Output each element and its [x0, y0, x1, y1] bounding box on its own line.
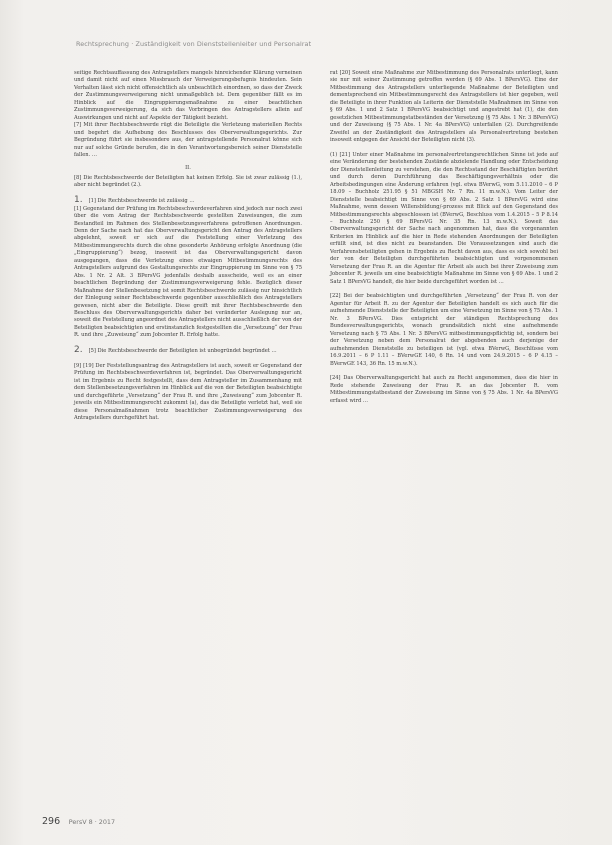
item-number: 1.: [74, 195, 83, 206]
spacer: [74, 356, 302, 363]
spacer: [74, 340, 302, 347]
section-heading: II.: [185, 165, 191, 172]
page-footer: [42, 816, 115, 827]
paragraph-22: [22] Bei der beabsichtigten und durchgeführten „Versetzung“ der Frau R. von der Agentur für Arbeit R. zu der Agentur der Beteiligten handelt es sich auch für die aufnehmende Dienststelle der Beteiligten um eine Versetzung im Sinne von § 75 Abs. 1 Nr. 3 BPersVG. Dies entspricht der ständigen Rechtsprechung des Bundesverwaltungsgerichts, wonach grundsätzlich nicht eine aufnehmende Versetzung nach § 75 Abs. 1 Nr. 3 BPersVG mitbestimmungspflichtig ist, sondern bei der Versetzung neben dem Personalrat der abgebenden auch derjenige der aufnehmenden Dienststelle zu beteiligen ist (vgl. etwa BVerwG, Beschlüsse vom 16.9.2011 – 6 P 1.11 – BVerwGE 140, 6 Rn. 14 und vom 24.9.2015 – 6 P 4.15 – BVerwGE 143, 36 Rn. 15 m.w.N.).: [330, 293, 558, 367]
paragraph-item-1: [1] Gegenstand der Prüfung im Rechtsbeschwerdeverfahren sind jedoch nur noch zwei über die vom Antrag der Rechtsbeschwerde gestellten Zuweisungen, die zum Bestandteil im Rahmen des Stellenbesetzungsverfahrens getroffenen Anordnungen. Denn der Sache nach hat das Oberverwaltungsgericht den Antrag des Antragstellers abgelehnt, soweit er sich auf die Feststellung einer Verletzung des Mitbestimmungsrechts durch die ohne gesonderte Anhörung erfolgte Anordnung (die „Eingruppierung“) bezog, insoweit ist das Oberverwaltungsgericht davon ausgegangen, dass die Verletzung eines etwaigen Mitbestimmungsrechts des Antragstellers aufgrund des Gestaltungsrechts zur Eingruppierung im Sinne von § 75 Abs. 1 Nr. 2 Alt. 3 BPersVG jedenfalls deshalb ausscheide, weil es an einer beachtlichen Begründung der Zustimmungsverweigerung fehle. Bezüglich dieser Maßnahme der Stellenbesetzung ist somit Rechtsbeschwerde zulässig nur hinsichtlich der Einlegung seiner Rechtsbeschwerde gegenüber ausschließlich des Antragstellers gewesen, nicht aber die Beteiligte. Diese greift mit ihrer Rechtsbeschwerde den Beschluss des Oberverwaltungsgerichts daher bei veränderter Auslegung nur an, soweit die Feststellung angeordnet des Antragstellers nicht ausschließlich der von der Beteiligten beabsichtigten und erstinstanzlich festgestellten die „Versetzung“ der Frau R. und ihre „Zuweisung“ zum Jobcenter R. Erfolg hatte.: [74, 205, 302, 339]
item-2-heading: [74, 347, 302, 355]
paragraph-intro: seitige Rechtsauffassung des Antragstellers mangels hinreichender Klärung verneinen und damit nicht auf einen Missbrauch der Verweigerungsbefugnis hindeuten. Sein Verhalten lässt sich nicht offensichtlich als unbeachtlich einordnen, so dass der Zweck der Zustimmungsverweigerung nicht unmaßgeblich ist. Dem gegenüber fällt es im Hinblick auf die Eingruppierungsmaßnahme zu einer beachtlichen Zustimmungsverweigerung, da sich das Vorbringen des Antragstellers allein auf Auswirkungen und nicht auf Aspekte der Tätigkeit bezieht.: [74, 70, 302, 121]
paragraph-21: (1) [21] Unter einer Maßnahme im personalvertretungsrechtlichen Sinne ist jede auf eine Veränderung der bestehenden Zustände abzielende Handlung oder Entscheidung der Dienststellenleitung zu verstehen, die den Rechtsstand der Beschäftigten berührt und durch deren Durchführung das Beschäftigungsverhältnis oder die Arbeitsbedingungen eine Änderung erfahren (vgl. etwa BVerwG, vom 5.11.2010 – 6 P 18.09 – Buchholz 251.95 § 51 MBGSH Nr. 7 Rn. 11 m.w.N.). Vom Leiter der Dienststelle beabsichtigt im Sinne von § 69 Abs. 2 Satz 1 BPersVG wird eine Maßnahme, wenn dessen Willensbildung/-prozess mit Blick auf den Gegenstand des Mitbestimmungsrechts abgeschlossen ist (BVerwG, Beschluss vom 1.4.2015 – 5 P 8.14 – Buchholz 250 § 69 BPersVG Nr. 35 Rn. 13 m.w.N.). Soweit das Oberverwaltungsgericht der Sache nach angenommen hat, dass die vorgenannten Kriterien im Hinblick auf die hier in Rede stehenden Anordnungen der Beteiligten erfüllt sind, ist dies nicht zu beanstanden. Die Voraussetzungen sind auch die Verfahrensbeteiligten gehen in Ergebnis zu Recht davon aus, dass es sich sowohl bei der von der Beteiligten durchgeführten beabsichtigten und vorgenommenen Versetzung der Frau R. an die Agentur für Arbeit als auch bei ihrer Zuweisung zum Jobcenter R. jeweils um eine beabsichtigte Maßnahme im Sinne von § 69 Abs. 1 und 2 Satz 1 BPersVG handelt, die hier beide durchgeführt worden ist …: [330, 151, 558, 285]
page-number: 296: [42, 816, 61, 827]
paragraph-20: rat [20] Soweit eine Maßnahme zur Mitbestimmung des Personalrats unterliegt, kann sie nur mit seiner Zustimmung getroffen werden (§ 69 Abs. 1 BPersVG). Eine der Mitbestimmung des Antragstellers unterliegende Maßnahme der Beteiligten und dementsprechend ein Mitbestimmungsrecht des Antragstellers ist hier gegeben, weil die Beteiligte in ihrer Funktion als Leiterin der Dienststelle Maßnahmen im Sinne von § 69 Abs. 1 und 2 Satz 1 BPersVG beabsichtigt und angestrebt hat (1), die den gesetzlichen Mitbestimmungstatbeständen der Versetzung (§ 75 Abs. 1 Nr. 3 BPersVG) und der Zuweisung (§ 75 Abs. 1 Nr. 4a BPersVG) unterfallen (2). Durchgreifende Zweifel an der Zuständigkeit des Antragstellers als Personalvertretung bestehen insoweit entgegen der Ansicht der Beteiligten nicht (3).: [330, 70, 558, 144]
item-text: [1] Die Rechtsbeschwerde ist zulässig …: [88, 198, 195, 205]
right-column: [330, 70, 558, 405]
running-head: Rechtsprechung · Zuständigkeit von Dienststellenleiter und Personalrat: [76, 40, 312, 48]
paragraph-8: [8] Die Rechtsbeschwerde der Beteiligten hat keinen Erfolg. Sie ist zwar zulässig (1.), aber nicht begründet (2.).: [74, 174, 302, 189]
journal-reference: PersV 8 · 2017: [68, 818, 116, 826]
left-column: [74, 70, 302, 423]
spacer: [330, 368, 558, 375]
paragraph-7: [7] Mit ihrer Rechtsbeschwerde rügt die Beteiligte die Verletzung materiellen Rechts und begehrt die Aufhebung des Beschlusses des Oberverwaltungsgerichts. Zur Begründung führt sie insbesondere aus, der antragstellende Personalrat könne sich nur auf solche Gründe berufen, die in den Verantwortungsbereich seiner Dienststelle fallen. …: [74, 122, 302, 158]
spacer: [74, 190, 302, 197]
paragraph-item-2: [9] [19] Der Feststellungsantrag des Antragstellers ist auch, soweit er Gegenstand der Prüfung im Rechtsbeschwerdeverfahren ist, begründet. Das Oberverwaltungsgericht ist im Ergebnis zu Recht festgestellt, dass dem Antragsteller im Zusammenhang mit dem Stellenbesetzungsverfahren im Hinblick auf die von der Beteiligten beabsichtigte und durchgeführte „Versetzung“ der Frau R. und ihre „Zuweisung“ zum Jobcenter R. jeweils ein Mitbestimmungsrecht zukommt (a), das die Beteiligte verletzt hat, weil sie diese Personalmaßnahmen trotz beachtlicher Zustimmungsverweigerung des Antragstellers durchgeführt hat.: [74, 363, 302, 422]
item-text: [5] Die Rechtsbeschwerde der Beteiligten ist unbegründet begründet …: [88, 348, 277, 355]
paragraph-24: [24] Das Oberverwaltungsgericht hat auch zu Recht angenommen, dass die hier in Rede stehende Zuweisung der Frau R. an das Jobcenter R. vom Mitbestimmungstatbestand der Zuweisung im Sinne von § 75 Abs. 1 Nr. 4a BPersVG erfasst wird …: [330, 375, 558, 404]
item-1-heading: [74, 197, 302, 205]
spacer: [330, 145, 558, 152]
item-number: 2.: [74, 345, 83, 356]
